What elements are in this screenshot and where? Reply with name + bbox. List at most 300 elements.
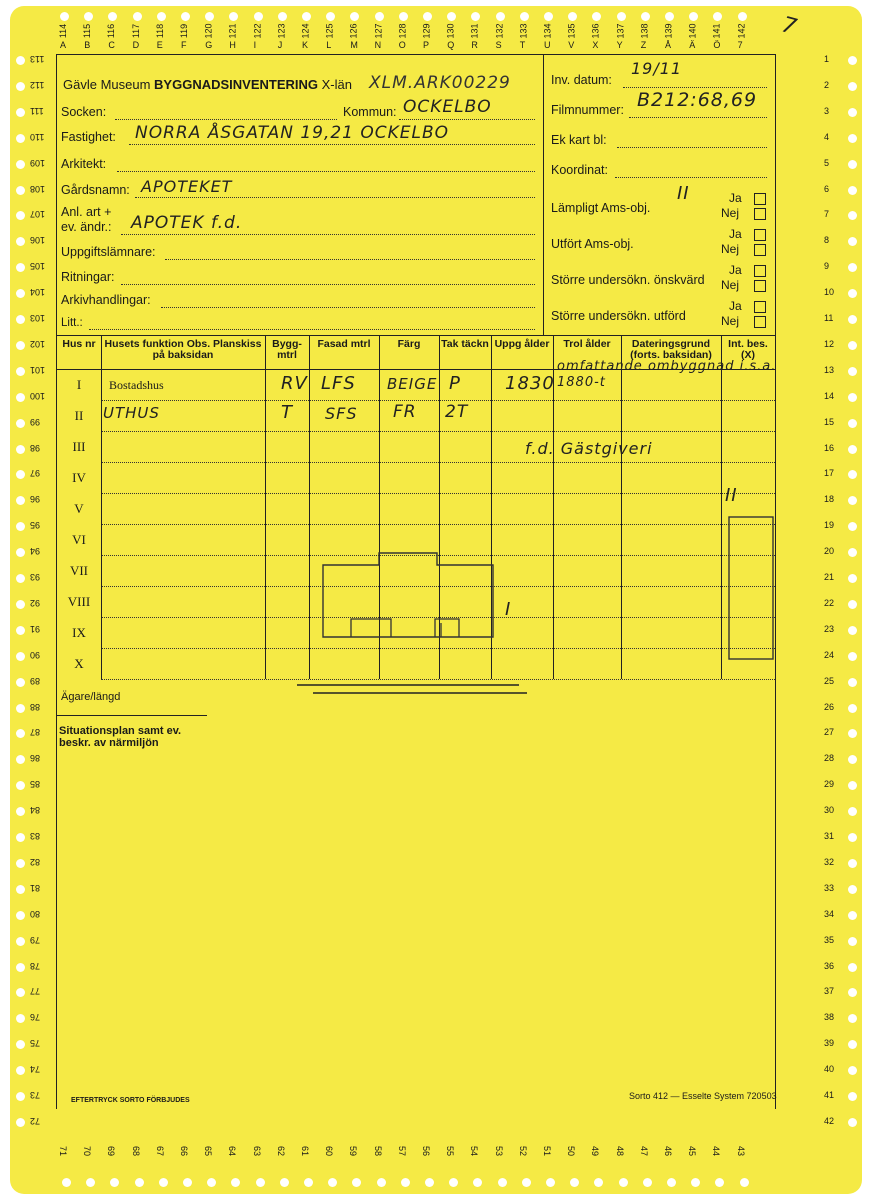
punch-hole bbox=[135, 1178, 144, 1187]
left-number: 87 bbox=[30, 727, 41, 738]
right-number: 2 bbox=[824, 79, 830, 90]
top-letter: L bbox=[326, 40, 332, 50]
punch-hole bbox=[16, 82, 25, 91]
row-number-10: X bbox=[74, 656, 84, 671]
filmnummer-label: Filmnummer: bbox=[551, 103, 624, 117]
top-letter: S bbox=[495, 40, 502, 50]
top-letter: K bbox=[302, 40, 309, 50]
ja-checkbox-2[interactable] bbox=[754, 229, 766, 241]
fastighet-label: Fastighet: bbox=[61, 130, 116, 144]
socken-field[interactable] bbox=[115, 119, 337, 120]
top-number: 118 bbox=[154, 23, 165, 39]
punch-hole bbox=[848, 704, 857, 713]
punch-hole bbox=[304, 1178, 313, 1187]
top-number: 130 bbox=[445, 23, 456, 39]
punch-hole bbox=[848, 186, 857, 195]
punch-hole bbox=[16, 367, 25, 376]
right-number: 23 bbox=[824, 623, 835, 634]
top-letter: Y bbox=[616, 40, 623, 50]
punch-hole bbox=[848, 315, 857, 324]
row-1-tak: P bbox=[449, 373, 461, 394]
punch-hole bbox=[740, 1178, 749, 1187]
top-number: 139 bbox=[663, 23, 674, 39]
top-number: 135 bbox=[566, 23, 577, 39]
left-number: 109 bbox=[30, 157, 46, 168]
top-number: 128 bbox=[397, 23, 408, 39]
punch-hole bbox=[848, 82, 857, 91]
bottom-number: 60 bbox=[324, 1145, 335, 1157]
bottom-number: 61 bbox=[300, 1145, 311, 1157]
table-row bbox=[101, 431, 775, 432]
punch-hole bbox=[302, 12, 311, 21]
nej-label-3: Nej bbox=[721, 278, 740, 292]
right-number: 6 bbox=[824, 183, 830, 194]
punch-hole bbox=[16, 186, 25, 195]
table-row bbox=[101, 462, 775, 463]
left-number: 105 bbox=[30, 261, 46, 272]
punch-hole bbox=[254, 12, 263, 21]
bottom-number: 66 bbox=[179, 1145, 190, 1157]
top-letter: U bbox=[544, 40, 551, 50]
header-title bbox=[63, 77, 352, 92]
punch-hole bbox=[16, 134, 25, 143]
koordinat-label: Koordinat: bbox=[551, 163, 608, 177]
top-letter: N bbox=[374, 40, 382, 50]
row-number-5: V bbox=[74, 501, 84, 516]
right-number: 7 bbox=[824, 209, 830, 220]
right-number: 37 bbox=[824, 986, 835, 997]
fastighet-value: NORRA ÅSGATAN 19,21 OCKELBO bbox=[135, 123, 450, 143]
top-letter: R bbox=[471, 40, 478, 50]
right-number: 26 bbox=[824, 701, 835, 712]
bottom-number: 67 bbox=[154, 1145, 165, 1157]
left-number: 82 bbox=[30, 856, 41, 867]
right-number: 10 bbox=[824, 287, 835, 298]
right-number: 36 bbox=[824, 960, 835, 971]
row-1-bygg: RV bbox=[281, 373, 308, 394]
punch-hole bbox=[848, 341, 857, 350]
punch-hole bbox=[848, 652, 857, 661]
left-number: 98 bbox=[30, 442, 41, 453]
inv-datum-value: 19/11 bbox=[631, 59, 683, 78]
socken-label: Socken: bbox=[61, 105, 107, 119]
bottom-number: 58 bbox=[372, 1145, 383, 1157]
situation-label: Situationsplan samt ev. beskr. av närmiljön bbox=[59, 725, 182, 749]
left-number: 85 bbox=[30, 779, 41, 790]
left-number: 72 bbox=[30, 1115, 41, 1126]
table-header-2: Bygg- mtrl bbox=[272, 338, 302, 361]
punch-hole bbox=[423, 12, 432, 21]
left-number: 106 bbox=[30, 235, 46, 246]
punch-hole bbox=[16, 704, 25, 713]
ja-checkbox-3[interactable] bbox=[754, 265, 766, 277]
table-header-7: Trol ålder bbox=[563, 338, 611, 350]
section-divider bbox=[543, 55, 544, 335]
punch-hole bbox=[157, 12, 166, 21]
top-letter: B bbox=[84, 40, 91, 50]
top-letter: Q bbox=[447, 40, 455, 50]
top-number: 125 bbox=[324, 23, 335, 39]
sketch-label-2: II bbox=[725, 485, 738, 506]
left-number: 76 bbox=[30, 1012, 41, 1023]
right-number: 21 bbox=[824, 572, 835, 582]
right-number: 16 bbox=[824, 442, 835, 453]
punch-hole bbox=[278, 12, 287, 21]
table-header-4: Färg bbox=[397, 338, 421, 350]
left-number: 80 bbox=[30, 908, 41, 919]
punch-hole bbox=[665, 12, 674, 21]
bottom-number: 45 bbox=[687, 1145, 698, 1157]
left-number: 100 bbox=[30, 390, 46, 401]
row-number-1: I bbox=[76, 377, 82, 392]
table-top-border bbox=[57, 335, 775, 336]
top-letter: H bbox=[229, 40, 236, 50]
bottom-number: 70 bbox=[82, 1145, 93, 1157]
right-number: 17 bbox=[824, 468, 835, 479]
table-header-6: Uppg ålder bbox=[494, 338, 550, 350]
right-number: 24 bbox=[824, 649, 835, 660]
top-number: 114 bbox=[58, 23, 69, 39]
table-header-9: Int. bes. (X) bbox=[728, 338, 768, 361]
bottom-number: 46 bbox=[663, 1145, 674, 1157]
bottom-number: 43 bbox=[735, 1145, 746, 1157]
left-number: 104 bbox=[30, 287, 46, 298]
bottom-number: 57 bbox=[396, 1145, 407, 1157]
punch-hole bbox=[848, 1092, 857, 1101]
top-number: 122 bbox=[252, 23, 263, 39]
punch-hole bbox=[848, 600, 857, 609]
building-sketch bbox=[287, 535, 567, 715]
filmnummer-field[interactable] bbox=[629, 117, 767, 118]
archive-number: XLM.ARK00229 bbox=[369, 73, 511, 93]
right-number: 29 bbox=[824, 779, 835, 790]
bottom-number: 49 bbox=[590, 1145, 601, 1157]
punch-hole bbox=[617, 12, 626, 21]
left-number: 112 bbox=[30, 79, 45, 90]
nej-label-1: Nej bbox=[721, 206, 740, 220]
top-number: 141 bbox=[711, 23, 722, 39]
filmnummer-value: B212:68,69 bbox=[637, 89, 758, 111]
punch-hole bbox=[256, 1178, 265, 1187]
punch-hole bbox=[522, 1178, 531, 1187]
bottom-number: 44 bbox=[711, 1145, 722, 1157]
left-number: 113 bbox=[30, 54, 45, 64]
ritningar-label: Ritningar: bbox=[61, 270, 115, 284]
nej-checkbox-2[interactable] bbox=[754, 244, 766, 256]
inv-datum-label: Inv. datum: bbox=[551, 73, 612, 87]
left-number: 107 bbox=[30, 209, 46, 220]
punch-hole bbox=[16, 885, 25, 894]
bottom-number: 48 bbox=[614, 1145, 625, 1157]
uppgiftslamnare-field[interactable] bbox=[165, 259, 535, 260]
left-number: 92 bbox=[30, 597, 41, 608]
left-number: 95 bbox=[30, 520, 41, 531]
top-number: 119 bbox=[179, 23, 190, 39]
row-2-tak: 2T bbox=[445, 402, 469, 422]
punch-hole bbox=[16, 833, 25, 842]
punch-hole bbox=[60, 12, 69, 21]
top-letter: C bbox=[108, 40, 115, 50]
top-number: 120 bbox=[203, 23, 214, 39]
punch-hole bbox=[16, 393, 25, 402]
row-2-bygg: T bbox=[281, 402, 293, 423]
nej-checkbox-4[interactable] bbox=[754, 316, 766, 328]
punch-hole bbox=[62, 1178, 71, 1187]
kommun-field[interactable] bbox=[399, 119, 535, 120]
left-number: 75 bbox=[30, 1038, 41, 1049]
left-number: 79 bbox=[30, 934, 41, 945]
agare-underline bbox=[57, 715, 207, 716]
bottom-number: 69 bbox=[106, 1145, 117, 1157]
row-1-farg: BEIGE bbox=[387, 375, 438, 393]
punch-hole bbox=[848, 1118, 857, 1127]
agare-label: Ägare/längd bbox=[61, 691, 121, 703]
punch-hole bbox=[848, 108, 857, 117]
right-number: 35 bbox=[824, 934, 835, 945]
left-number: 97 bbox=[30, 468, 41, 479]
ek-kart-field[interactable] bbox=[617, 147, 767, 148]
right-number: 28 bbox=[824, 753, 835, 764]
punch-hole bbox=[16, 445, 25, 454]
punch-hole bbox=[738, 12, 747, 21]
right-number: 15 bbox=[824, 416, 835, 427]
punch-hole bbox=[133, 12, 142, 21]
row-2-funktion: UTHUS bbox=[103, 404, 160, 422]
anl-art-value: APOTEK f.d. bbox=[131, 213, 243, 233]
check-label-1: Lämpligt Ams-obj. bbox=[551, 201, 651, 215]
punch-hole bbox=[848, 160, 857, 169]
punch-hole bbox=[848, 937, 857, 946]
ritningar-field[interactable] bbox=[121, 284, 535, 285]
punch-hole bbox=[16, 911, 25, 920]
row-number-8: VIII bbox=[67, 594, 91, 609]
ja-label-1: Ja bbox=[729, 191, 742, 205]
bottom-number: 53 bbox=[493, 1145, 504, 1157]
row-3-note: f.d. Gästgiveri bbox=[525, 439, 653, 458]
top-letter: P bbox=[423, 40, 430, 50]
punch-hole bbox=[16, 1118, 25, 1127]
right-number: 30 bbox=[824, 805, 835, 816]
right-number: 14 bbox=[824, 390, 835, 401]
row-2-fasad: SFS bbox=[325, 404, 358, 423]
table-header-8: Dateringsgrund (forts. baksidan) bbox=[630, 338, 712, 361]
check-label-4: Större undersökn. utförd bbox=[551, 309, 686, 323]
bottom-number: 59 bbox=[348, 1145, 359, 1157]
left-number: 77 bbox=[30, 986, 41, 997]
punch-hole bbox=[16, 626, 25, 635]
top-letter: O bbox=[398, 40, 406, 50]
punch-hole bbox=[848, 445, 857, 454]
punch-hole bbox=[848, 393, 857, 402]
right-number: 19 bbox=[824, 520, 835, 531]
ek-kart-label: Ek kart bl: bbox=[551, 133, 607, 147]
sketch-label-1: I bbox=[505, 599, 512, 620]
arkitekt-label: Arkitekt: bbox=[61, 157, 107, 171]
top-letter: D bbox=[132, 40, 140, 50]
right-number: 42 bbox=[824, 1115, 835, 1126]
right-number: 8 bbox=[824, 235, 830, 246]
gardsnamn-field[interactable] bbox=[135, 197, 535, 198]
left-number: 94 bbox=[30, 546, 41, 557]
punch-hole bbox=[520, 12, 529, 21]
bottom-number: 56 bbox=[421, 1145, 432, 1157]
left-number: 99 bbox=[30, 416, 41, 427]
punch-hole bbox=[16, 678, 25, 687]
right-number: 20 bbox=[824, 546, 835, 557]
kommun-value: OCKELBO bbox=[403, 97, 492, 117]
row-1-uppg: 1830 bbox=[505, 373, 555, 394]
top-letter: F bbox=[181, 40, 187, 50]
top-number: 129 bbox=[421, 23, 432, 39]
top-letter: Z bbox=[640, 40, 647, 50]
punch-hole bbox=[848, 574, 857, 583]
footer-left: EFTERTRYCK SORTO FÖRBJUDES bbox=[71, 1097, 190, 1104]
punch-hole bbox=[848, 833, 857, 842]
punch-hole bbox=[16, 341, 25, 350]
left-number: 101 bbox=[30, 364, 46, 375]
punch-hole bbox=[181, 12, 190, 21]
punch-hole bbox=[848, 134, 857, 143]
nej-label-4: Nej bbox=[721, 314, 740, 328]
row-number-7: VII bbox=[69, 563, 89, 578]
punch-hole bbox=[16, 859, 25, 868]
punch-hole bbox=[848, 56, 857, 65]
punch-hole bbox=[16, 160, 25, 169]
bottom-number: 50 bbox=[566, 1145, 577, 1157]
andr-label: ev. ändr.: bbox=[61, 220, 112, 234]
nej-checkbox-1[interactable] bbox=[754, 208, 766, 220]
top-letter: V bbox=[568, 40, 575, 50]
bottom-number: 63 bbox=[251, 1145, 262, 1157]
punch-hole bbox=[375, 12, 384, 21]
row-number-2: II bbox=[74, 408, 84, 423]
top-letter: T bbox=[519, 40, 526, 50]
corner-mark: 7 bbox=[779, 12, 800, 41]
right-number: 12 bbox=[824, 338, 835, 349]
row-1-trol: omfattande ombyggnad i.s.a. 1880-t bbox=[557, 359, 777, 390]
row-number-6: VI bbox=[72, 532, 86, 547]
ja-label-3: Ja bbox=[729, 263, 742, 277]
right-number: 32 bbox=[824, 856, 835, 867]
right-number: 25 bbox=[824, 675, 835, 686]
litt-field[interactable] bbox=[89, 329, 535, 330]
right-number: 1 bbox=[824, 54, 830, 64]
bottom-number: 71 bbox=[58, 1145, 69, 1157]
check-label-2: Utfört Ams-obj. bbox=[551, 237, 634, 251]
right-number: 40 bbox=[824, 1064, 835, 1075]
top-number: 137 bbox=[615, 23, 626, 39]
right-number: 33 bbox=[824, 882, 835, 893]
right-number: 22 bbox=[824, 597, 835, 608]
top-number: 140 bbox=[687, 23, 698, 39]
left-number: 88 bbox=[30, 701, 41, 712]
bottom-number: 55 bbox=[445, 1145, 456, 1157]
right-number: 38 bbox=[824, 1012, 835, 1023]
bottom-number: 64 bbox=[227, 1145, 238, 1157]
punch-hole bbox=[619, 1178, 628, 1187]
punch-hole bbox=[16, 315, 25, 324]
right-number: 39 bbox=[824, 1038, 835, 1049]
punch-hole bbox=[159, 1178, 168, 1187]
table-column-rule bbox=[101, 335, 102, 679]
top-number: 127 bbox=[373, 23, 384, 39]
region-label: X-län bbox=[321, 77, 352, 92]
top-number: 131 bbox=[469, 23, 480, 39]
nej-checkbox-3[interactable] bbox=[754, 280, 766, 292]
row-number-3: III bbox=[72, 439, 86, 454]
top-number: 133 bbox=[518, 23, 529, 39]
right-number: 5 bbox=[824, 157, 830, 168]
right-number: 4 bbox=[824, 131, 830, 142]
punch-hole bbox=[848, 367, 857, 376]
punch-hole bbox=[848, 963, 857, 972]
check-mark-1: II bbox=[677, 183, 690, 204]
check-label-3: Större undersökn. önskvärd bbox=[551, 273, 705, 287]
gardsnamn-label: Gårdsnamn: bbox=[61, 183, 130, 197]
arkivhandlingar-field[interactable] bbox=[161, 307, 535, 308]
koordinat-field[interactable] bbox=[615, 177, 767, 178]
top-number: 124 bbox=[300, 23, 311, 39]
left-number: 90 bbox=[30, 649, 41, 660]
table-header-3: Fasad mtrl bbox=[317, 338, 371, 350]
punch-hole bbox=[498, 1178, 507, 1187]
left-number: 110 bbox=[30, 131, 45, 142]
anl-art-field[interactable] bbox=[121, 234, 535, 235]
right-number: 27 bbox=[824, 727, 835, 738]
punch-hole bbox=[16, 419, 25, 428]
outbuilding-sketch bbox=[721, 511, 777, 663]
table-row bbox=[101, 493, 775, 494]
punch-hole bbox=[667, 1178, 676, 1187]
punch-hole bbox=[848, 678, 857, 687]
punch-hole bbox=[848, 419, 857, 428]
punch-hole bbox=[16, 600, 25, 609]
top-number: 117 bbox=[130, 23, 141, 39]
inv-datum-field[interactable] bbox=[623, 87, 767, 88]
left-number: 84 bbox=[30, 805, 41, 816]
fastighet-field[interactable] bbox=[129, 144, 535, 145]
punch-hole bbox=[848, 859, 857, 868]
left-number: 74 bbox=[30, 1064, 41, 1075]
ja-checkbox-1[interactable] bbox=[754, 193, 766, 205]
arkitekt-field[interactable] bbox=[117, 171, 535, 172]
row-1-funktion: Bostadshus bbox=[109, 378, 164, 392]
ja-checkbox-4[interactable] bbox=[754, 301, 766, 313]
top-number: 134 bbox=[542, 23, 553, 39]
bottom-number: 51 bbox=[542, 1145, 553, 1157]
left-number: 96 bbox=[30, 494, 41, 505]
top-letter: M bbox=[350, 40, 358, 50]
punch-hole bbox=[399, 12, 408, 21]
right-number: 18 bbox=[824, 494, 835, 505]
top-number: 116 bbox=[106, 23, 117, 39]
bottom-number: 52 bbox=[517, 1145, 528, 1157]
anl-art-label: Anl. art + bbox=[61, 205, 112, 219]
museum-name: Gävle Museum bbox=[63, 77, 151, 92]
punch-hole bbox=[848, 626, 857, 635]
punch-hole bbox=[643, 1178, 652, 1187]
row-1-fasad: LFS bbox=[321, 373, 356, 394]
top-number: 115 bbox=[82, 23, 93, 39]
ja-label-4: Ja bbox=[729, 299, 742, 313]
top-letter: J bbox=[277, 40, 283, 50]
left-number: 102 bbox=[30, 338, 46, 349]
table-row bbox=[101, 400, 775, 401]
top-letter: Ä bbox=[689, 40, 696, 50]
left-number: 111 bbox=[30, 105, 44, 116]
table-row bbox=[101, 524, 775, 525]
table-column-rule bbox=[265, 335, 266, 679]
